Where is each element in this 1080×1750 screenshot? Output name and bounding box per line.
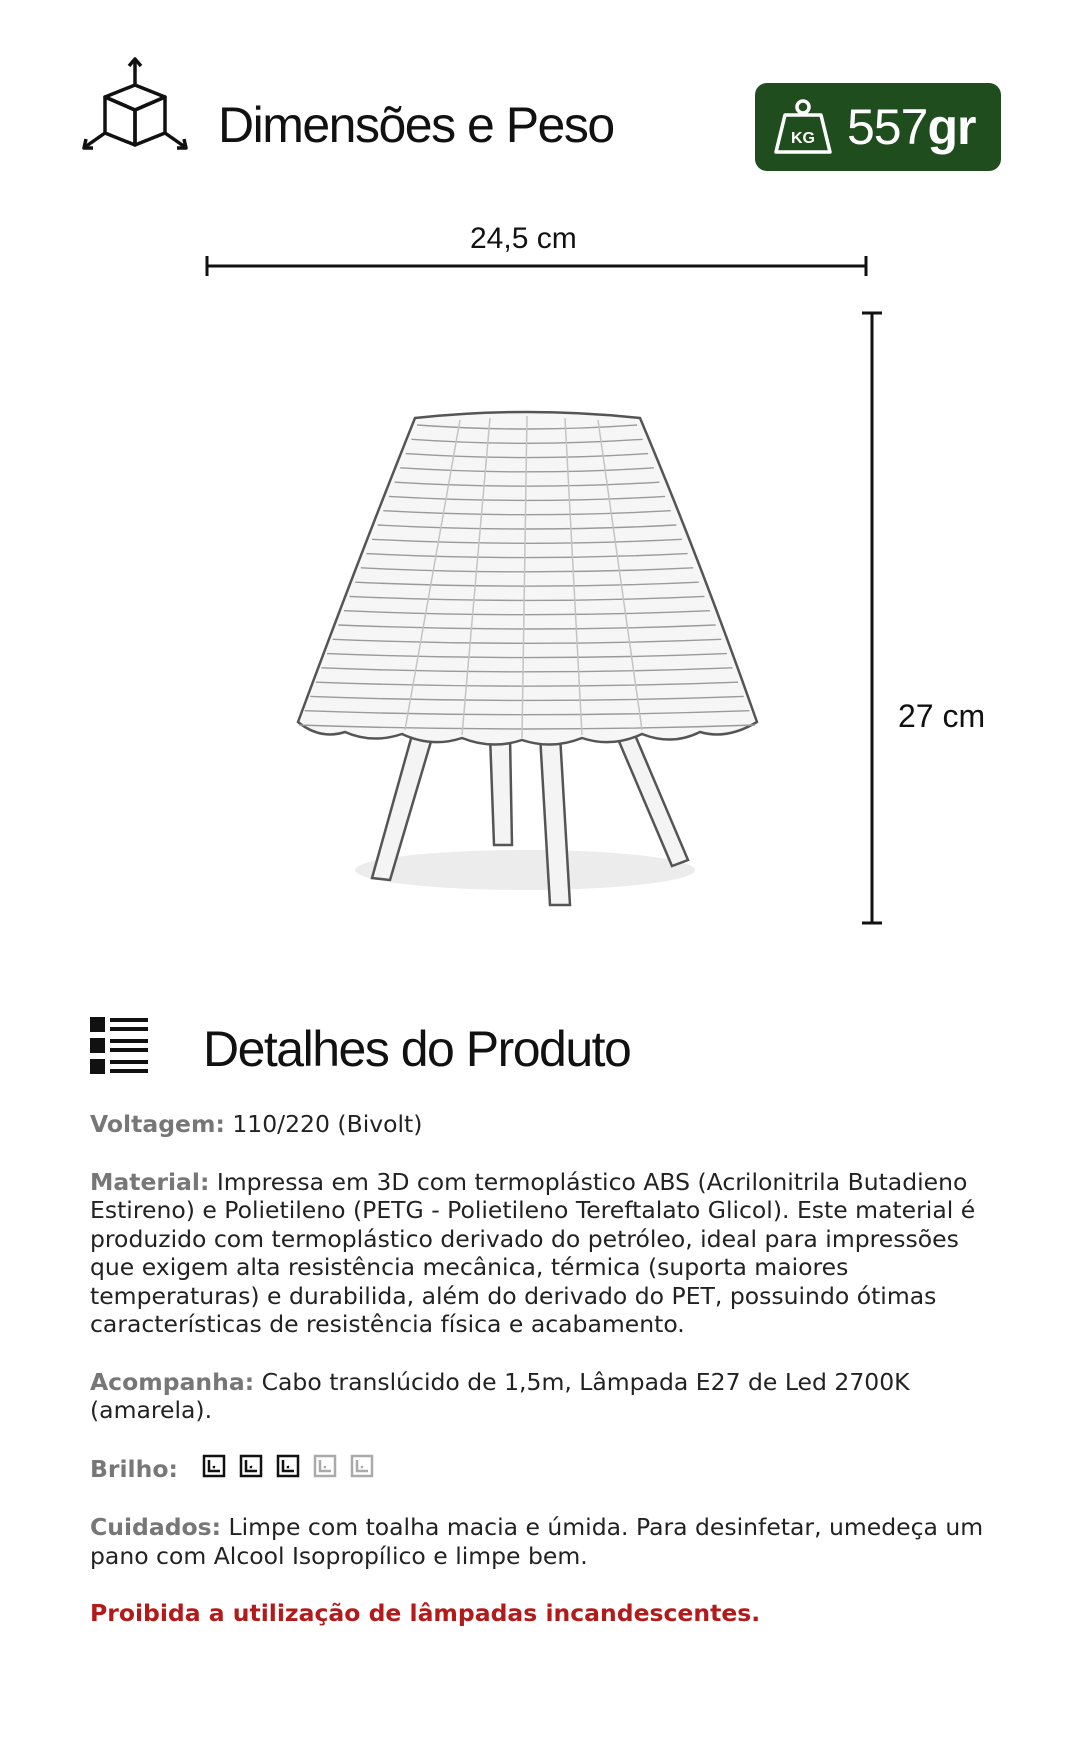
detail-value: Limpe com toalha macia e úmida. Para desinfetar, umedeça um pano com Alcool Isopropílico e limpe bem. xyxy=(90,1513,984,1570)
height-dimension-line xyxy=(862,313,882,923)
brightness-rating xyxy=(202,1454,387,1485)
detail-material xyxy=(90,1168,990,1339)
detail-value: 110/220 (Bivolt) xyxy=(224,1110,423,1138)
width-label: 24,5 cm xyxy=(470,222,577,255)
detail-label: Voltagem: xyxy=(90,1110,225,1138)
detail-value: Cabo translúcido de 1,5m, Lâmpada E27 de Led 2700K (amarela). xyxy=(90,1367,910,1424)
kg-icon-text: KG xyxy=(791,130,815,147)
weight-unit: gr xyxy=(927,99,976,155)
weight-number: 557 xyxy=(847,99,928,155)
detail-brilho xyxy=(90,1454,990,1485)
height-label: 27 cm xyxy=(898,698,986,734)
detail-label: Brilho: xyxy=(90,1454,178,1483)
warning-text: Proibida a utilização de lâmpadas incandescentes. xyxy=(90,1599,761,1627)
brightness-off-icon xyxy=(350,1454,374,1478)
table-lamp-sketch xyxy=(298,412,757,905)
detail-label: Cuidados: xyxy=(90,1513,222,1541)
brightness-off-icon xyxy=(313,1454,337,1478)
section-title-dimensions: Dimensões e Peso xyxy=(218,97,614,153)
brightness-on-icon xyxy=(239,1454,263,1478)
product-details xyxy=(90,1110,990,1657)
detail-cuidados xyxy=(90,1513,990,1570)
width-dimension-line xyxy=(207,256,866,276)
detail-value: Impressa em 3D com termoplástico ABS (Acrilonitrila Butadieno Estireno) e Polietileno (PETG - Polietileno Tereftalato Glicol). Este material é produzido com termoplástico derivado do petróleo, ideal para impressões que exigem alta resistência mecânica, térmica (suporta maiores temperaturas) e durabilida, além do derivado do PET, possuindo ótimas características de resistência física e acabamento. xyxy=(90,1167,976,1338)
section-title-details: Detalhes do Produto xyxy=(203,1021,631,1077)
detail-label: Material: xyxy=(90,1167,210,1196)
brightness-on-icon xyxy=(276,1454,300,1478)
detail-label: Acompanha: xyxy=(90,1367,255,1396)
detail-voltagem xyxy=(90,1110,990,1139)
detail-acompanha xyxy=(90,1368,990,1425)
brightness-on-icon xyxy=(202,1454,226,1478)
list-icon xyxy=(88,1015,150,1077)
